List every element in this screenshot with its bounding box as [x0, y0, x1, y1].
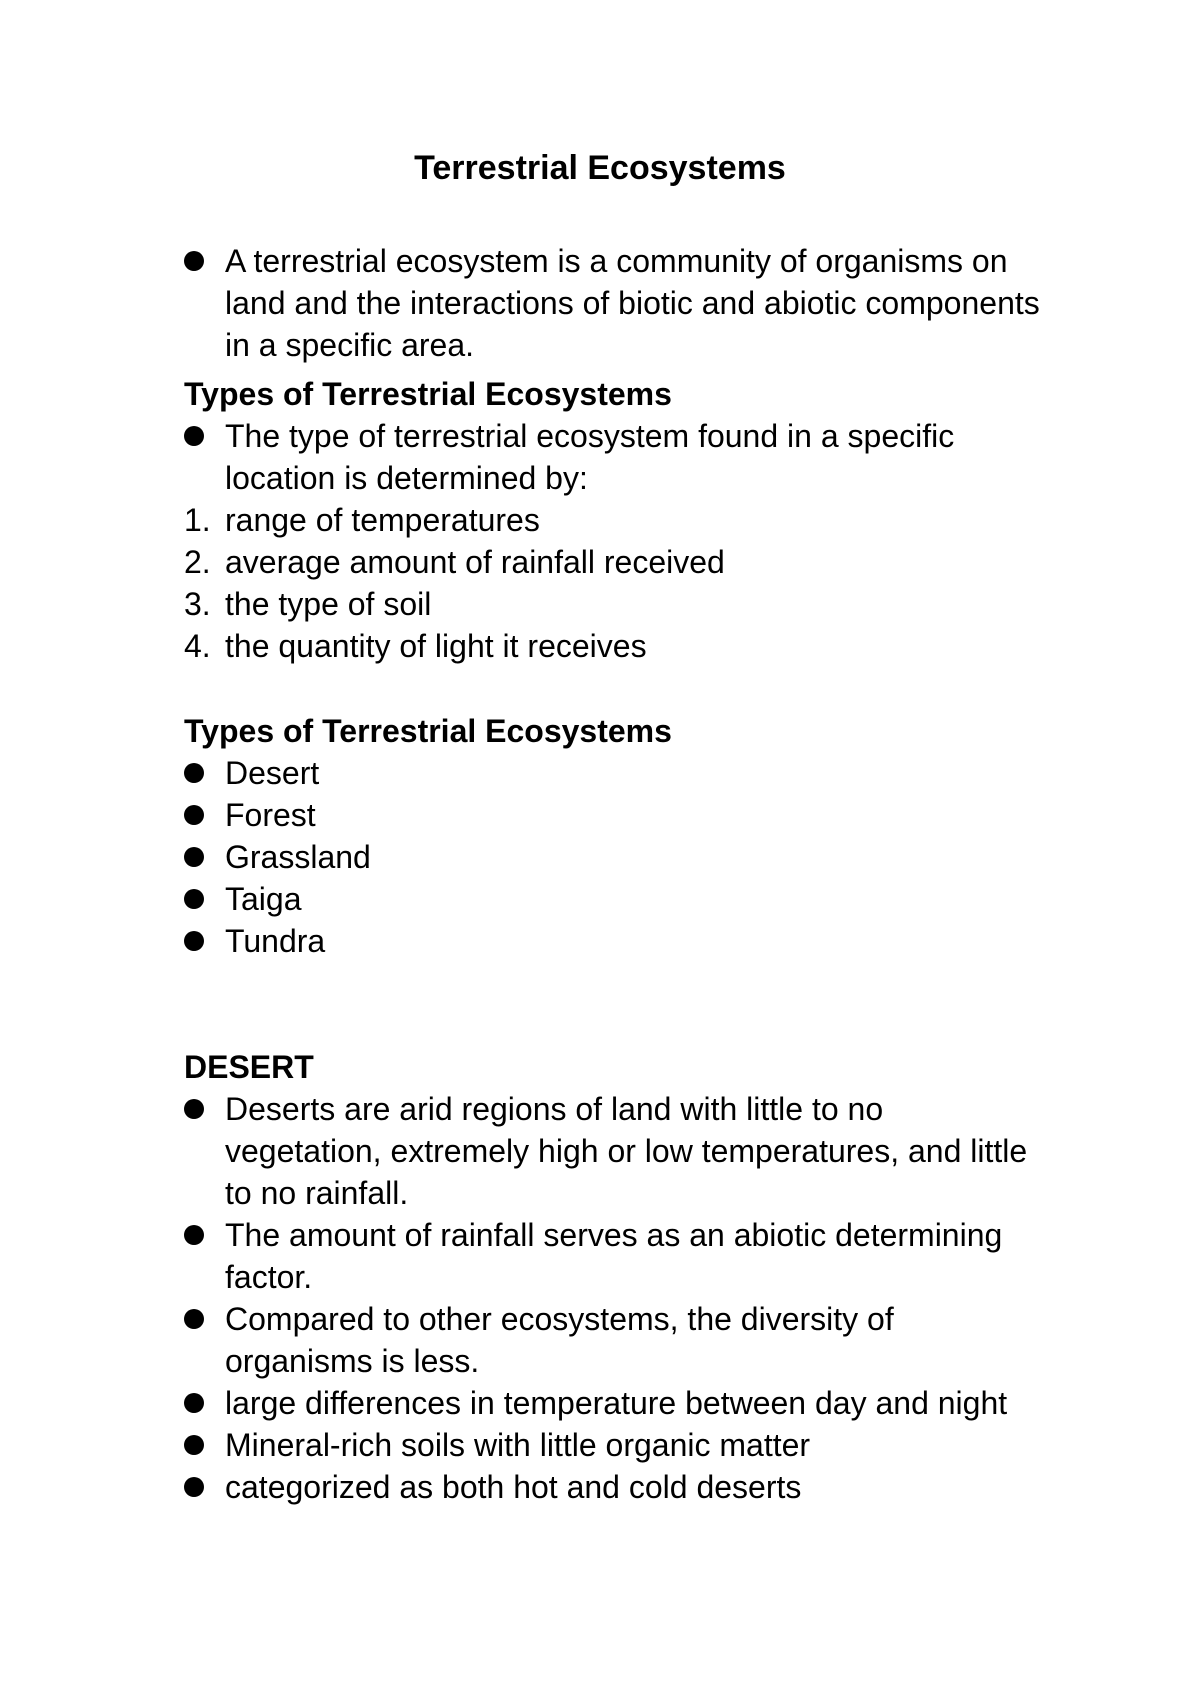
numbered-item	[184, 583, 1044, 625]
bullet-icon	[184, 1225, 204, 1245]
list-item	[184, 920, 1044, 962]
intro-definition: A terrestrial ecosystem is a community of organisms on land and the interactions of biotic and abiotic components in a specific area.	[225, 243, 1040, 363]
bullet-icon	[184, 251, 204, 271]
ecosystem-taiga: Taiga	[225, 881, 302, 917]
ecosystem-desert: Desert	[225, 755, 320, 791]
section-heading: Types of Terrestrial Ecosystems	[184, 713, 672, 749]
list-item	[184, 878, 1044, 920]
desert-fact: Deserts are arid regions of land with little to no vegetation, extremely high or low temperatures, and little to no rainfall.	[225, 1091, 1028, 1211]
item-text: average amount of rainfall received	[225, 544, 725, 580]
list-item	[184, 1214, 1044, 1298]
item-number: 1.	[184, 502, 211, 538]
item-text: range of temperatures	[225, 502, 540, 538]
bullet-icon	[184, 763, 204, 783]
section-types	[184, 710, 1044, 962]
bullet-icon	[184, 426, 204, 446]
list-item	[184, 1298, 1044, 1382]
bullet-icon	[184, 1393, 204, 1413]
desert-fact: categorized as both hot and cold deserts	[225, 1469, 802, 1505]
numbered-item	[184, 541, 1044, 583]
section-determinants	[184, 373, 1044, 667]
desert-fact: Mineral-rich soils with little organic matter	[225, 1427, 811, 1463]
section-desert	[184, 1046, 1044, 1508]
list-item	[184, 415, 1044, 499]
list-item	[184, 1382, 1044, 1424]
section-heading: Types of Terrestrial Ecosystems	[184, 376, 672, 412]
item-number: 2.	[184, 544, 211, 580]
bullet-icon	[184, 1435, 204, 1455]
bullet-icon	[184, 1099, 204, 1119]
item-number: 3.	[184, 586, 211, 622]
ecosystem-tundra: Tundra	[225, 923, 326, 959]
item-text: the quantity of light it receives	[225, 628, 647, 664]
numbered-item	[184, 625, 1044, 667]
ecosystem-forest: Forest	[225, 797, 316, 833]
bullet-icon	[184, 847, 204, 867]
bullet-icon	[184, 805, 204, 825]
list-item	[184, 794, 1044, 836]
desert-fact: large differences in temperature between day and night	[225, 1385, 1008, 1421]
intro-list	[184, 240, 1044, 366]
bullet-icon	[184, 889, 204, 909]
page-title: Terrestrial Ecosystems	[414, 149, 786, 187]
ecosystem-grassland: Grassland	[225, 839, 371, 875]
determinants-intro: The type of terrestrial ecosystem found in a specific location is determined by:	[225, 418, 955, 496]
bullet-icon	[184, 1309, 204, 1329]
bullet-icon	[184, 931, 204, 951]
bullet-icon	[184, 1477, 204, 1497]
list-item	[184, 836, 1044, 878]
list-item	[184, 752, 1044, 794]
list-item	[184, 1088, 1044, 1214]
list-item	[184, 1424, 1044, 1466]
item-text: the type of soil	[225, 586, 432, 622]
numbered-item	[184, 499, 1044, 541]
desert-fact: The amount of rainfall serves as an abiotic determining factor.	[225, 1217, 1003, 1295]
list-item	[184, 240, 1044, 366]
desert-fact: Compared to other ecosystems, the diversity of organisms is less.	[225, 1301, 894, 1379]
item-number: 4.	[184, 628, 211, 664]
section-heading: DESERT	[184, 1049, 314, 1085]
list-item	[184, 1466, 1044, 1508]
